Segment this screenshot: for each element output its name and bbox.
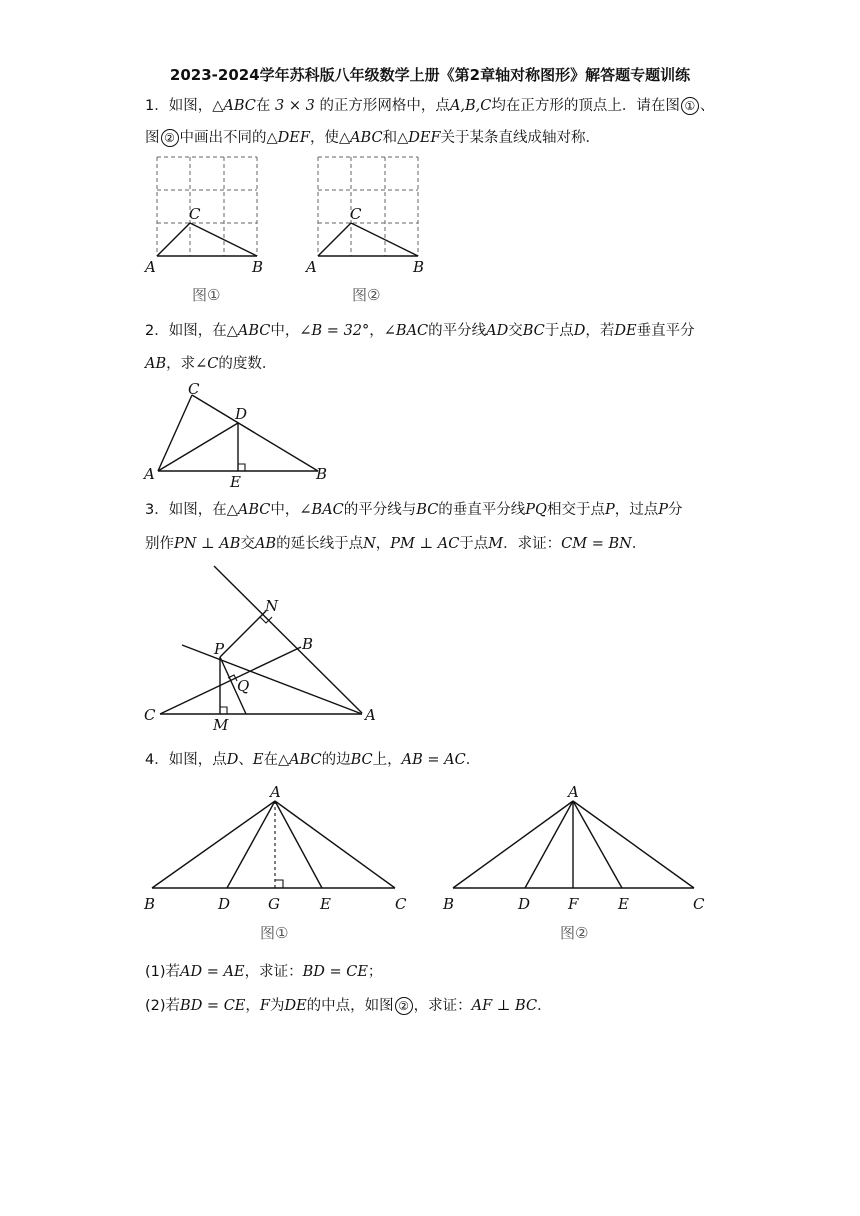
q3-text: ， bbox=[375, 536, 391, 552]
page-title: 2023-2024学年苏科版八年级数学上册《第2章轴对称图形》解答题专题训练 bbox=[169, 66, 691, 84]
q3-point-p: P bbox=[658, 502, 668, 518]
q4-part2-proof: AF ⊥ BC bbox=[471, 998, 538, 1014]
q4-fig2-label-c: C bbox=[693, 895, 705, 913]
q1-figures bbox=[140, 150, 450, 310]
q4-fig2-label-e: E bbox=[618, 895, 629, 913]
q3-text: 于点 bbox=[459, 536, 489, 552]
q4-fig1-label-e: E bbox=[320, 895, 331, 913]
q1-triangle-abc: △ABC bbox=[338, 130, 383, 146]
q2-text: ，若 bbox=[585, 323, 615, 339]
q4-part2-text: ，求证： bbox=[413, 998, 472, 1014]
q4-text: 在 bbox=[263, 752, 278, 768]
q3-label-n: N bbox=[265, 597, 279, 615]
q3-label-m: M bbox=[213, 716, 229, 734]
q4-fig2-label-f: F bbox=[568, 895, 579, 913]
q2-text: 交 bbox=[508, 323, 523, 339]
q3-segment-ab: AB bbox=[254, 536, 277, 552]
q4-fig1-label-c: C bbox=[395, 895, 407, 913]
q3-point-m: M bbox=[488, 536, 504, 552]
q4-fig2-label-b: B bbox=[443, 895, 455, 913]
q3-label-b: B bbox=[302, 635, 314, 653]
q3-point-n: N bbox=[363, 536, 376, 552]
q4-text: 的边 bbox=[321, 752, 351, 768]
q3-text: 如图，在 bbox=[168, 502, 227, 518]
q4-fig1-caption: 图① bbox=[260, 924, 289, 942]
q4-part2-text: 为 bbox=[269, 998, 285, 1014]
q4-segment-de: DE bbox=[284, 998, 307, 1014]
q3-text: 交 bbox=[240, 536, 255, 552]
q4-point-e: E bbox=[252, 752, 264, 768]
q2-text: 垂直平分 bbox=[636, 323, 695, 339]
q3-point-p: P bbox=[604, 502, 615, 518]
q1-fig1-caption: 图① bbox=[192, 286, 221, 304]
q3-lines bbox=[160, 566, 362, 714]
q1-text: 中画出不同的 bbox=[179, 130, 267, 146]
q4-circled-2: ② bbox=[395, 997, 413, 1015]
q2-segment-de: DE bbox=[614, 323, 637, 339]
q1-fig1-label-b: B bbox=[252, 258, 264, 276]
q1-grid-size: 3 × 3 bbox=[275, 98, 315, 114]
q2-point-d: D bbox=[573, 323, 586, 339]
q4-part2-text: (2)若 bbox=[145, 998, 181, 1014]
q1-points: A,B,C bbox=[449, 98, 492, 114]
q1-fig2-triangle bbox=[318, 223, 418, 256]
q1-fig1-label-a: A bbox=[145, 258, 156, 276]
q2-text: ， bbox=[369, 323, 384, 339]
q2-text: 中， bbox=[270, 323, 300, 339]
q4-text: 、 bbox=[238, 752, 253, 768]
q3-text: 相交于点 bbox=[546, 502, 605, 518]
q4-fig1-lines bbox=[152, 801, 395, 888]
q4-fig1-label-b: B bbox=[144, 895, 156, 913]
q4-fig2-label-a: A bbox=[568, 783, 579, 801]
q1-text: 如图， bbox=[168, 98, 213, 114]
q4-point-d: D bbox=[226, 752, 239, 768]
q1-circled-1: ① bbox=[681, 97, 699, 115]
q4-part2 bbox=[145, 996, 552, 1016]
q2-text: 如图，在 bbox=[168, 323, 227, 339]
q1-text: 均在正方形的顶点上．请在图 bbox=[491, 98, 680, 114]
q4-part2-condition: BD = CE bbox=[180, 998, 246, 1014]
q2-label-a: A bbox=[144, 465, 155, 483]
q3-text: 的平分线与 bbox=[343, 502, 417, 518]
q2-label-c: C bbox=[188, 380, 200, 398]
q2-figure bbox=[140, 378, 340, 490]
q1-line1 bbox=[145, 96, 714, 116]
q3-label-a: A bbox=[365, 706, 376, 724]
q3-line2 bbox=[145, 534, 646, 554]
q4-part2-text: ， bbox=[245, 998, 260, 1014]
q1-triangle-abc: △ABC bbox=[212, 98, 256, 114]
q4-point-f: F bbox=[259, 998, 270, 1014]
q1-text: 和 bbox=[382, 130, 398, 146]
q3-label-q: Q bbox=[237, 677, 250, 695]
q4-line1 bbox=[145, 750, 480, 770]
q1-text: 、 bbox=[699, 98, 715, 114]
q2-segment-ad: AD bbox=[486, 323, 509, 339]
q4-text: 上， bbox=[372, 752, 402, 768]
q4-part2-text: 的中点，如图 bbox=[306, 998, 394, 1014]
q3-line1 bbox=[145, 500, 682, 520]
q2-label-e: E bbox=[230, 473, 241, 490]
q3-pn-perp-ab: PN ⊥ AB bbox=[174, 536, 241, 552]
q4-part1 bbox=[145, 962, 382, 982]
q3-pm-perp-ac: PM ⊥ AC bbox=[390, 536, 460, 552]
q4-fig2-caption: 图② bbox=[560, 924, 589, 942]
q3-segment-bc: BC bbox=[416, 502, 439, 518]
q1-triangle-def: △DEF bbox=[266, 130, 310, 146]
q4-part1-condition: AD = AE bbox=[180, 964, 245, 980]
q4-part1-text: ； bbox=[367, 964, 383, 980]
q3-text: 分 bbox=[667, 502, 683, 518]
q1-text: 的正方形网格中，点 bbox=[319, 98, 450, 114]
q4-number: 4． bbox=[145, 752, 169, 768]
q3-label-p: P bbox=[214, 640, 225, 658]
q4-fig2-label-d: D bbox=[518, 895, 531, 913]
q3-text: ．求证： bbox=[503, 536, 562, 552]
q4-part2-text: ． bbox=[537, 998, 552, 1014]
q1-triangle-def: △DEF bbox=[397, 130, 441, 146]
q2-triangle: △ABC bbox=[226, 323, 271, 339]
q2-angle-c: ∠C bbox=[195, 356, 219, 372]
q1-fig2-label-a: A bbox=[306, 258, 317, 276]
q3-text: ． bbox=[631, 536, 647, 552]
q3-label-c: C bbox=[144, 706, 156, 724]
q2-text: 的平分线 bbox=[428, 323, 487, 339]
q3-text: 的垂直平分线 bbox=[438, 502, 526, 518]
q3-angle-bac: ∠BAC bbox=[299, 502, 344, 518]
q1-fig2-label-b: B bbox=[413, 258, 425, 276]
q4-fig2-lines bbox=[453, 801, 694, 888]
q2-angle-bac: ∠BAC bbox=[383, 323, 429, 339]
q4-fig1-label-g: G bbox=[268, 895, 280, 913]
q1-text: 关于某条直线成轴对称． bbox=[440, 130, 601, 146]
q1-circled-2: ② bbox=[161, 129, 179, 147]
q3-triangle: △ABC bbox=[226, 502, 271, 518]
q1-number: 1． bbox=[145, 98, 169, 114]
q3-line-pq: PQ bbox=[525, 502, 547, 518]
q4-part1-text: ，求证： bbox=[244, 964, 303, 980]
q2-line2 bbox=[145, 354, 276, 374]
q2-angle-b: ∠B = 32° bbox=[299, 323, 370, 339]
q4-segment-bc: BC bbox=[350, 752, 373, 768]
q1-text: 在 bbox=[255, 98, 271, 114]
q4-fig1-label-a: A bbox=[270, 783, 281, 801]
q2-label-b: B bbox=[316, 465, 328, 483]
q3-text: 的延长线于点 bbox=[276, 536, 364, 552]
q1-text: ，使 bbox=[309, 130, 339, 146]
q1-fig1-triangle bbox=[157, 223, 257, 256]
q2-text: 的度数． bbox=[218, 356, 277, 372]
q4-condition: AB = AC bbox=[401, 752, 466, 768]
q3-text: ，过点 bbox=[614, 502, 659, 518]
q1-text: 图 bbox=[145, 130, 160, 146]
q3-proof-statement: CM = BN bbox=[561, 536, 632, 552]
q3-text: 中， bbox=[270, 502, 300, 518]
q4-part1-text: (1)若 bbox=[145, 964, 181, 980]
q4-text: 如图，点 bbox=[168, 752, 227, 768]
q3-text: 别作 bbox=[145, 536, 174, 552]
q1-fig1-label-c: C bbox=[189, 205, 201, 223]
q4-fig1-label-d: D bbox=[218, 895, 231, 913]
q2-text: 于点 bbox=[544, 323, 574, 339]
q1-fig2-label-c: C bbox=[350, 205, 362, 223]
q1-fig2-caption: 图② bbox=[352, 286, 381, 304]
q2-label-d: D bbox=[235, 405, 248, 423]
q4-part1-proof: BD = CE bbox=[302, 964, 368, 980]
q2-segment-bc: BC bbox=[522, 323, 545, 339]
q3-figure bbox=[140, 560, 390, 735]
q1-line2 bbox=[145, 128, 600, 148]
q2-segment-ab: AB bbox=[145, 356, 167, 372]
q4-text: ． bbox=[465, 752, 481, 768]
q4-triangle: △ABC bbox=[277, 752, 322, 768]
q4-figures bbox=[140, 778, 720, 948]
q2-number: 2． bbox=[145, 323, 169, 339]
q2-text: ，求 bbox=[166, 356, 196, 372]
q2-line1 bbox=[145, 321, 695, 341]
q3-number: 3． bbox=[145, 502, 169, 518]
